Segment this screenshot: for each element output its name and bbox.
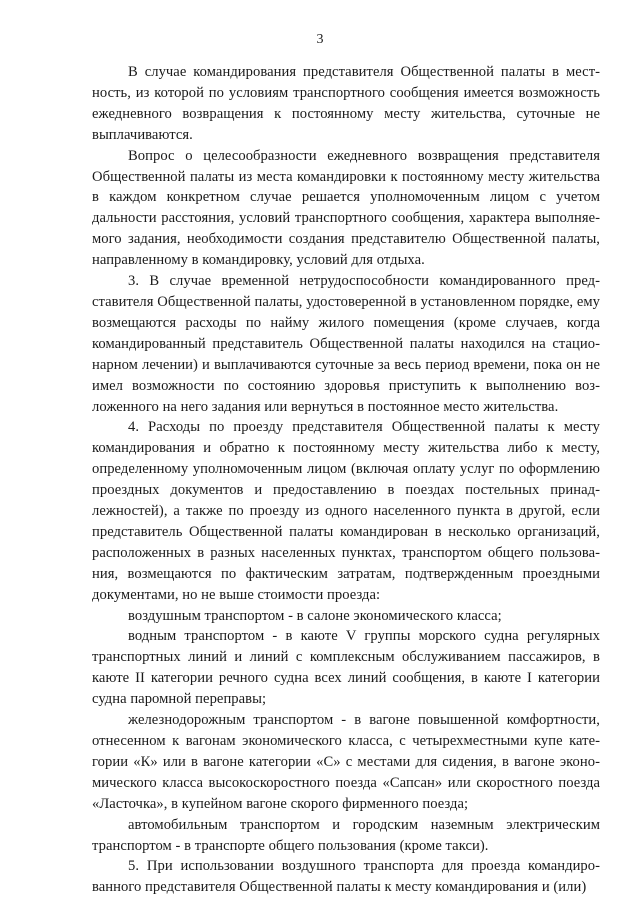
paragraph-item-5-air-travel: 5. При использовании воздушного транспорта для проезда командированного представителя Общественной палаты к месту командирования и (или) [92,858,600,896]
paragraph-item-3-disability: 3. В случае временной нетрудоспособности командированного представителя Общественной палаты, удостоверенной в установленном порядке, ему возмещаются расходы по найму жилого помещения (кроме случаев, когда командированный представитель Общественной палаты находился на стационарном лечении) и выплачиваются суточные за весь период времени, пока он не имел возможности по состоянию здоровья приступить к выполнению возложенного на него задания или вернуться в постоянное место жительства. [92,273,600,415]
paragraph-commandment-local: В случае командирования представителя Общественной палаты в местность, из которой по условиям транспортного сообщения имеется возможность ежедневного возвращения к постоянному месту жительства, суточные не выплачиваются. [92,64,600,143]
page-number: 3 [316,32,324,47]
paragraph-rail-transport: железнодорожным транспортом - в вагоне повышенной комфортности, отнесенном к вагонам экономического класса, с четырехместными купе категории «К» или в вагоне категории «С» с местами для сидения, в вагоне экономического класса высокоскоростного поезда «Сапсан» или скоростного поезда «Ласточка», в купейном вагоне скорого фирменного поезда; [92,712,600,812]
paragraph-water-transport: водным транспортом - в каюте V группы морского судна регулярных транспортных линий и линий с комплексным обслуживанием пассажиров, в каюте II категории речного судна всех линий сообщения, в каюте I категории судна паромной переправы; [92,628,600,708]
paragraph-daily-return-question: Вопрос о целесообразности ежедневного возвращения представителя Общественной палаты из места командировки к постоянному месту жительства в каждом конкретном случае решается уполномоченным лицом с учетом дальности расстояния, условий транспортного сообщения, характера выполняемого задания, необходимости создания представителю Общественной палаты, направленному в командировку, условий для отдыха. [92,147,600,269]
paragraph-air-transport: воздушным транспортом - в салоне экономического класса; [128,607,502,624]
paragraph-road-transport: автомобильным транспортом и городским наземным электрическим транспортом - в транспорте общего пользования (кроме такси). [92,816,600,854]
document-body [92,62,600,898]
paragraph-item-4-travel-expenses: 4. Расходы по проезду представителя Общественной палаты к месту командирования и обратно к постоянному месту жительства либо к месту, определенному уполномоченным лицом (включая оплату услуг по оформлению проездных документов и предоставлению в поездах постельных принадлежностей), а также по проезду из одного населенного пункта в другой, если представитель Общественной палаты командирован в несколько организаций, расположенных в разных населенных пунктах, транспортом общего пользования, возмещаются по фактическим затратам, подтвержденным проездными документами, но не выше стоимости проезда: [92,419,600,603]
